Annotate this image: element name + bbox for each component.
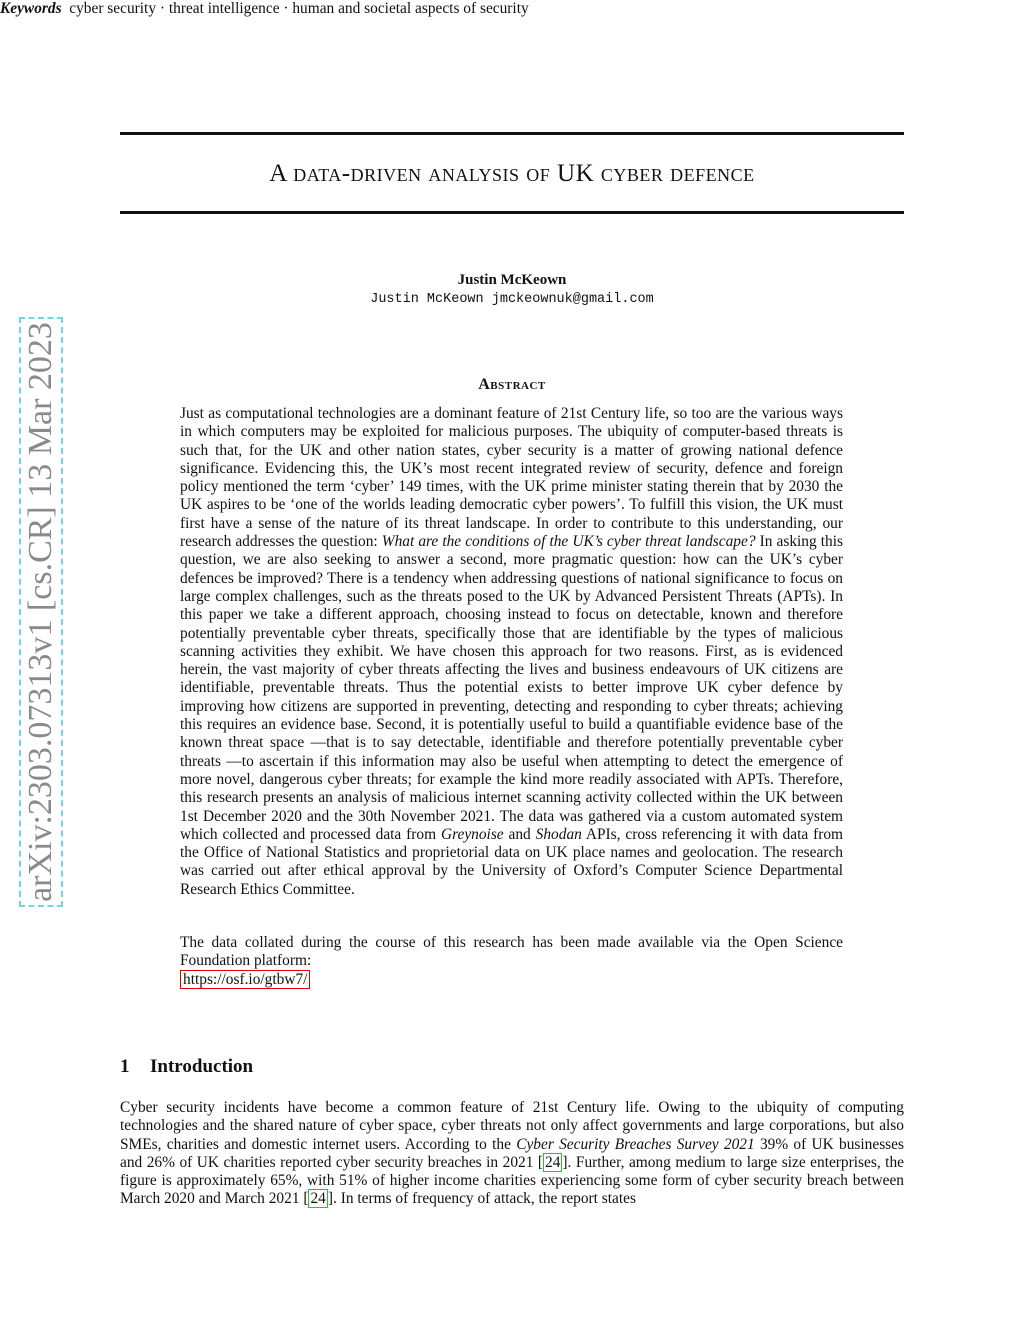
abstract-text: and	[503, 825, 536, 843]
research-question: What are the conditions of the UK’s cyber threat landscape?	[381, 533, 756, 551]
arxiv-stamp[interactable]: arXiv:2303.07313v1 [cs.CR] 13 Mar 2023	[19, 317, 63, 907]
intro-text: ]. In terms of frequency of attack, the report states	[327, 1190, 636, 1208]
section-title: Introduction	[150, 1056, 254, 1077]
section-heading-introduction	[120, 1056, 253, 1078]
data-note-text: The data collated during the course of this research has been made available via the Open Science Foundation platform:	[180, 934, 843, 970]
abstract-body	[180, 405, 843, 899]
intro-text: Cyber security incidents have become a common feature of 21st Century life. Owing to the ubiquity of computing technologies and the shared nature of cyber space, cyber threats not only affect governments and large corporations, but also SMEs, charities and domestic internet users. According to the	[120, 1099, 904, 1153]
survey-title: Cyber Security Breaches Survey 2021	[516, 1135, 755, 1153]
paper-title: A data-driven analysis of UK cyber defence	[269, 160, 755, 187]
shodan-name: Shodan	[535, 825, 582, 843]
author-name: Justin McKeown	[457, 272, 567, 288]
abstract-text: Just as computational technologies are a dominant feature of 21st Century life, so too are the various ways in which computers may be exploited for malicious purposes. The ubiquity of computer-based threats is such that, for the UK and other nation states, cyber security is a matter of growing national defence significance. Evidencing this, the UK’s most recent integrated review of security, defence and foreign policy mentioned the term ‘cyber’ 149 times, with the UK prime minister stating therein that by 2030 the UK aspires to be ‘one of the worlds leading democratic cyber powers’. To fulfill this vision, the UK must first have a sense of the nature of its threat landscape. In order to contribute to this understanding, our research addresses the question:	[180, 405, 843, 551]
keywords-line	[0, 0, 784, 18]
intro-text: 39% of UK businesses and 26% of UK charities reported cyber security breaches in 2021 [	[120, 1135, 904, 1171]
greynoise-name: Greynoise	[440, 825, 504, 843]
keywords-list: cyber security · threat intelligence · human and societal aspects of security	[69, 0, 529, 17]
abstract-text: APIs, cross referencing it with data from the Office of National Statistics and proprietorial data on UK place names and geolocation. The research was carried out after ethical approval by the University of Oxford’s Computer Science Departmental Research Ethics Committee.	[180, 825, 843, 898]
keywords-label: Keywords	[0, 0, 62, 17]
section-number: 1	[120, 1056, 130, 1077]
citation-link[interactable]: 24	[545, 1153, 561, 1171]
abstract-text: In asking this question, we are also seeking to answer a second, more pragmatic question: how can the UK’s cyber defences be improved? There is a tendency when addressing questions of national significance to focus on large complex challenges, such as the threats posed to the UK by Advanced Persistent Threats (APTs). In this paper we take a different approach, choosing instead to focus on detectable, known and therefore potentially preventable cyber threats, specifically those that are identifiable by the types of malicious scanning activities they exhibit. We have chosen this approach for two reasons. First, as is evidenced herein, the vast majority of cyber threats affecting the lives and business endeavours of UK citizens are identifiable, preventable threats. Thus the potential exists to better improve UK cyber defence by improving how citizens are supported in preventing, detecting and responding to cyber threats; achieving this requires an evidence base. Second, it is potentially useful to build a quantifiable evidence base of the known threat space —that is to say detectable, identifiable and therefore potentially preventable cyber threats —to ascertain if this information may also be useful when attempting to detect the emergence of more novel, dangerous cyber threats; for example the kind more readily associated with APTs. Therefore, this research presents an analysis of malicious internet scanning activity collected within the UK between 1st December 2020 and the 30th November 2021. The data was gathered via a custom automated system which collected and processed data from	[180, 533, 843, 843]
abstract-heading: Abstract	[478, 376, 546, 393]
osf-link[interactable]: https://osf.io/gtbw7/	[180, 970, 310, 989]
introduction-body	[120, 1099, 904, 1209]
intro-text: ]. Further, among medium to large size enterprises, the figure is approximately 65%, with 51% of higher income charities experiencing some form of cyber security breach between March 2020 and March 2021 [	[120, 1153, 904, 1208]
bottom-rule	[120, 211, 904, 214]
top-rule	[120, 132, 904, 135]
citation-link[interactable]: 24	[310, 1190, 326, 1208]
author-contact: Justin McKeown jmckeownuk@gmail.com	[370, 292, 654, 307]
data-availability-note	[180, 934, 843, 989]
